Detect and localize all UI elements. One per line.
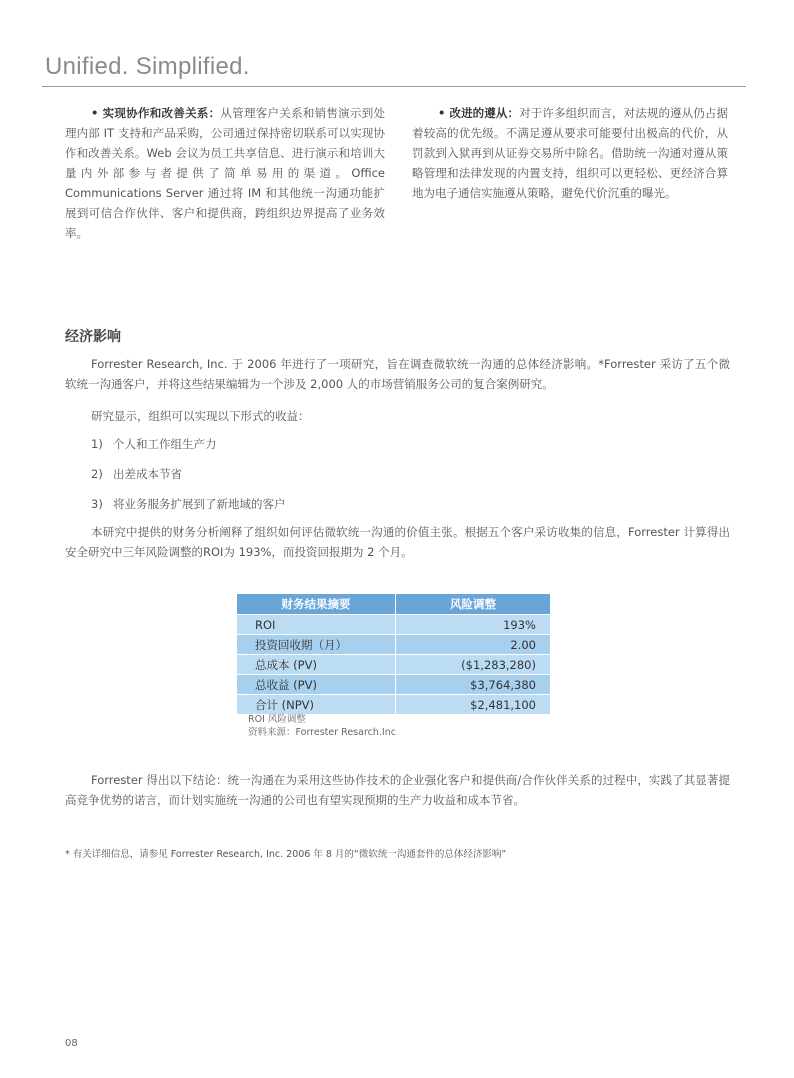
section-title: 经济影响 (65, 329, 121, 345)
left-column (65, 103, 385, 243)
table-row-label: 合计 (NPV) (237, 695, 396, 715)
header-divider (42, 86, 746, 87)
list-item-number: 1) (91, 437, 103, 451)
right-column (412, 103, 728, 203)
table-row-value: 2.00 (396, 635, 551, 655)
table-row-label: 总收益 (PV) (237, 675, 396, 695)
table-row-label: 总成本 (PV) (237, 655, 396, 675)
table-row (237, 615, 551, 635)
table-row (237, 675, 551, 695)
list-item-text: 将业务服务扩展到了新地域的客户 (113, 497, 286, 511)
page-number: 08 (65, 1038, 78, 1049)
table-header-summary: 财务结果摘要 (237, 594, 396, 615)
page-header-title: Unified. Simplified. (45, 53, 250, 80)
list-item (91, 464, 182, 484)
table-row-value: ($1,283,280) (396, 655, 551, 675)
table-notes (248, 713, 396, 739)
table-note-roi: ROI 风险调整 (248, 714, 306, 725)
right-column-lead: • 改进的遵从： (438, 106, 520, 120)
list-item (91, 494, 286, 514)
table-row (237, 695, 551, 715)
table-row-value: $3,764,380 (396, 675, 551, 695)
footnote: * 有关详细信息，请参见 Forrester Research, Inc. 2006 年 8 月的“微软统一沟通套件的总体经济影响” (65, 849, 507, 860)
paragraph-study-intro: Forrester Research, Inc. 于 2006 年进行了一项研究，旨在调查微软统一沟通的总体经济影响。*Forrester 采访了五个微软统一沟通客户，并将这些结果编辑为一个涉及 2,000 人的市场营销服务公司的复合案例研究。 (65, 357, 730, 391)
table-header-risk-adjusted: 风险调整 (396, 594, 551, 615)
list-item-number: 2) (91, 467, 103, 481)
right-column-body: 对于许多组织而言，对法规的遵从仍占据着较高的优先级。不满足遵从要求可能要付出极高的代价，从罚款到入狱再到从证券交易所中除名。借助统一沟通对遵从策略管理和法律发现的内置支持，组织可以更轻松、更经济合算地为电子通信实施遵从策略，避免代价沉重的曝光。 (412, 106, 728, 200)
paragraph-conclusion: Forrester 得出以下结论：统一沟通在为采用这些协作技术的企业强化客户和提供商/合作伙伴关系的过程中，实践了其显著提高竞争优势的诺言，而计划实施统一沟通的公司也有望实现预期的生产力收益和成本节省。 (65, 773, 730, 807)
left-column-lead: • 实现协作和改善关系： (91, 106, 221, 120)
table-header-row (237, 594, 551, 615)
table-row-label: 投资回收期（月） (237, 635, 396, 655)
paragraph-benefits-intro: 研究显示，组织可以实现以下形式的收益： (91, 409, 310, 423)
list-item-text: 出差成本节省 (113, 467, 182, 481)
list-item-number: 3) (91, 497, 103, 511)
table-row-label: ROI (237, 615, 396, 635)
financial-summary-table (236, 593, 551, 715)
table-row-value: $2,481,100 (396, 695, 551, 715)
paragraph-financial-analysis: 本研究中提供的财务分析阐释了组织如何评估微软统一沟通的价值主张。根据五个客户采访收集的信息，Forrester 计算得出安全研究中三年风险调整的ROI为 193%，而投资回报期为 2 个月。 (65, 525, 730, 559)
table-row-value: 193% (396, 615, 551, 635)
table-note-source: 资料来源：Forrester Resarch.Inc (248, 727, 396, 738)
left-column-body: 从管理客户关系和销售演示到处理内部 IT 支持和产品采购，公司通过保持密切联系可以实现协作和改善关系。Web 会议为员工共享信息、进行演示和培训大量内外部参与者提供了简单易用的渠道。Office Communications Server 通过将 IM 和其他统一沟通功能扩展到可信合作伙伴、客户和提供商，跨组织边界提高了业务效率。 (65, 106, 386, 240)
table-row (237, 655, 551, 675)
table-row (237, 635, 551, 655)
list-item-text: 个人和工作组生产力 (113, 437, 217, 451)
list-item (91, 434, 217, 454)
